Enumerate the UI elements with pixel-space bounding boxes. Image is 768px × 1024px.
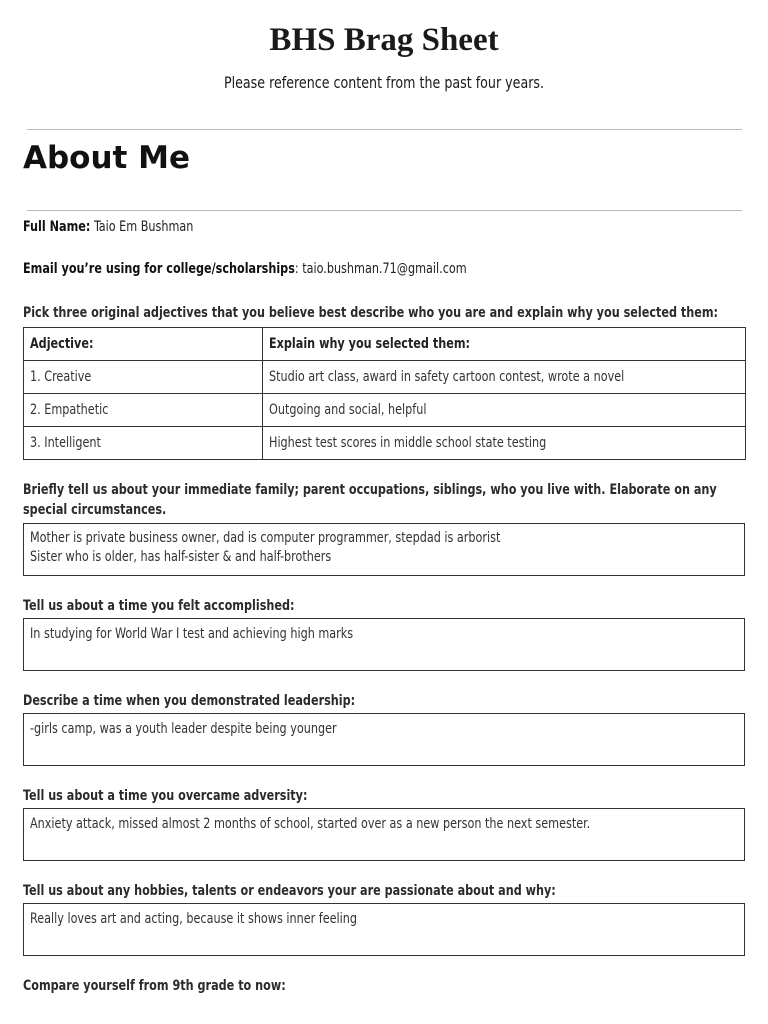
section-divider: [27, 210, 742, 211]
table-header-cell: Explain why you selected them:: [263, 328, 746, 361]
hobbies-prompt: Tell us about any hobbies, talents or endeavors your are passionate about and why:: [23, 883, 556, 899]
answer-line: -girls camp, was a youth leader despite being younger: [30, 721, 337, 737]
table-row: [24, 361, 746, 394]
table-header-row: [24, 328, 746, 361]
full-name-value[interactable]: Taio Em Bushman: [93, 219, 194, 235]
answer-line: Sister who is older, has half-sister & and half-brothers: [30, 549, 332, 565]
document-title: BHS Brag Sheet: [269, 22, 499, 58]
accomplished-prompt: Tell us about a time you felt accomplished:: [23, 598, 295, 614]
family-answer-box[interactable]: [23, 523, 745, 576]
compare-prompt: Compare yourself from 9th grade to now:: [23, 978, 286, 994]
table-row: [24, 427, 746, 460]
adjective-cell[interactable]: 3. Intelligent: [24, 427, 263, 460]
top-divider: [27, 129, 742, 130]
section-heading-about-me: About Me: [23, 140, 191, 176]
explanation-cell[interactable]: Highest test scores in middle school state testing: [263, 427, 746, 460]
adjectives-table: [23, 327, 746, 460]
answer-line: Really loves art and acting, because it shows inner feeling: [30, 911, 358, 927]
explanation-cell[interactable]: Studio art class, award in safety cartoon contest, wrote a novel: [263, 361, 746, 394]
table-header-cell: Adjective:: [24, 328, 263, 361]
explanation-cell[interactable]: Outgoing and social, helpful: [263, 394, 746, 427]
leadership-prompt: Describe a time when you demonstrated leadership:: [23, 693, 356, 709]
leadership-answer-box[interactable]: [23, 713, 745, 766]
hobbies-answer-box[interactable]: [23, 903, 745, 956]
accomplished-answer-box[interactable]: [23, 618, 745, 671]
adjectives-prompt: Pick three original adjectives that you believe best describe who you are and explain why you selected them:: [23, 305, 719, 321]
family-prompt: Briefly tell us about your immediate family; parent occupations, siblings, who you live with. Elaborate on any special circumstances.: [23, 482, 717, 518]
email-label: Email you’re using for college/scholarships: [23, 261, 295, 277]
answer-line: In studying for World War I test and achieving high marks: [30, 626, 354, 642]
email-value[interactable]: : taio.bushman.71@gmail.com: [294, 261, 467, 277]
table-row: [24, 394, 746, 427]
full-name-line: [23, 219, 193, 235]
answer-line: Anxiety attack, missed almost 2 months of school, started over as a new person the next semester.: [30, 816, 591, 832]
email-line: [23, 261, 467, 277]
adversity-answer-box[interactable]: [23, 808, 745, 861]
adjective-cell[interactable]: 1. Creative: [24, 361, 263, 394]
full-name-label: Full Name:: [23, 219, 91, 235]
document-subtitle: Please reference content from the past four years.: [223, 73, 545, 92]
answer-line: Mother is private business owner, dad is computer programmer, stepdad is arborist: [30, 530, 501, 546]
adversity-prompt: Tell us about a time you overcame adversity:: [23, 788, 308, 804]
adjective-cell[interactable]: 2. Empathetic: [24, 394, 263, 427]
